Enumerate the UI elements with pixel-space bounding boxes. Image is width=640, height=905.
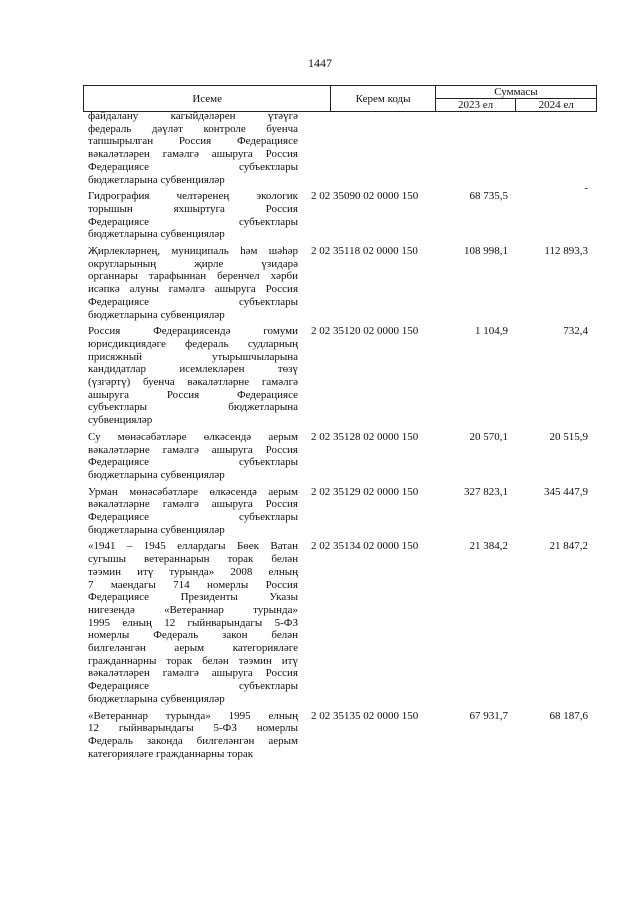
row-name-line: Федерациясе Президенты Указы [88, 591, 298, 604]
row-value-2024: 68 187,6 [549, 709, 588, 722]
row-name-line: сугышы ветераннарын торак белән [88, 553, 298, 566]
header-name-col: Исеме [84, 86, 331, 112]
row-name-line: Урман мөнәсәбәтләре өлкәсендә аерым [88, 485, 298, 498]
row-name-line: ашыруга Россия Федерациясе [88, 388, 298, 401]
row-name [88, 710, 298, 761]
row-name-line: округларының җирле үзидарә [88, 257, 298, 270]
row-name-line: Россия Федерациясендә гомуми [88, 325, 298, 338]
row-value-2023: 327 823,1 [464, 485, 508, 498]
row-name-line: Федерациясе субъектлары [88, 215, 298, 228]
row-name-line: Су мөнәсәбәтләре өлкәсендә аерым [88, 430, 298, 443]
row-name-line: Федерациясе субъектлары [88, 295, 298, 308]
row-name-line: (үзгәртү) буенча вәкаләтләрне гамәлгә [88, 376, 298, 388]
table-header [83, 85, 597, 112]
row-name-line: Федерациясе субъектлары [88, 456, 298, 469]
row-value-2024: 112 893,3 [544, 245, 588, 257]
row-name-line: вәкаләтләрне гамәлгә ашыруга Россия [88, 443, 298, 456]
row-name [88, 110, 298, 186]
row-name-line: бюджетларына субвенцияләр [88, 173, 225, 186]
row-name-line: тапшырылган Россия Федерациясе [88, 135, 298, 148]
row-name-line: бюджетларына субвенцияләр [88, 228, 225, 241]
row-name-line: вәкаләтләрне гамәлгә ашыруга Россия [88, 498, 298, 511]
row-name-line: категорияләге гражданнарны торак [88, 747, 254, 760]
row-value-2023: 108 998,1 [464, 245, 508, 257]
row-name-line: Федераль законда билгеләнгән аерым [88, 734, 298, 747]
row-name-line: исәпкә алуны гамәлгә ашыруга Россия [88, 283, 298, 296]
header-code-col: Керем коды [331, 86, 435, 112]
row-code: 2 02 35118 02 0000 150 [311, 245, 418, 257]
row-name-line: органнары тарафыннан беренчел хәрби [88, 270, 298, 283]
row-name-line: нигезендә «Ветераннар турында» [88, 603, 298, 616]
row-name-line: бюджетларына субвенцияләр [88, 468, 225, 481]
row-value-2024: 345 447,9 [544, 485, 588, 498]
row-name-line: 7 маендагы 714 номерлы Россия [88, 578, 298, 591]
row-code: 2 02 35135 02 0000 150 [311, 709, 419, 722]
row-name-line: Гидрография челтәренең экологик [88, 190, 298, 203]
row-code: 2 02 35128 02 0000 150 [311, 430, 419, 443]
row-name-line: тәэмин итү турында» 2008 елның [88, 565, 298, 578]
row-name [88, 325, 298, 427]
row-name [88, 540, 298, 705]
row-name-line: субъектлары бюджетларына [88, 401, 298, 414]
row-name-line: Федерациясе субъектлары [88, 680, 298, 693]
row-name-line: вәкаләтләрен гамәлгә ашыруга Россия [88, 148, 298, 161]
row-name [88, 245, 298, 321]
row-name-line: гражданнарны торак белән тәэмин итү [88, 654, 298, 667]
row-name-line: присяжный утырышчыларына [88, 350, 298, 363]
row-name [88, 486, 298, 537]
row-name-line: файдалану кагыйдәләрен үтәүгә [88, 110, 298, 122]
row-value-2024: 21 847,2 [549, 540, 588, 553]
row-value-2023: 1 104,9 [475, 325, 508, 338]
header-year-2023: 2023 ел [435, 99, 516, 112]
row-value-2024: 732,4 [563, 325, 588, 338]
header-year-2024: 2024 ел [516, 99, 597, 112]
row-value-2023: 67 931,7 [469, 709, 508, 722]
row-code: 2 02 35090 02 0000 150 [311, 190, 419, 203]
row-name [88, 431, 298, 482]
row-name-line: субвенцияләр [88, 414, 153, 427]
page-number: 1447 [308, 56, 332, 70]
row-name-line: бюджетларына субвенцияләр [88, 692, 225, 705]
row-name [88, 190, 298, 241]
row-name-line: Федерациясе субъектлары [88, 511, 298, 523]
row-name-line: бюджетларына субвенцияләр [88, 308, 225, 321]
row-name-line: билгеләнгән аерым категорияләге [88, 642, 298, 655]
row-name-line: бюджетларына субвенцияләр [88, 523, 225, 536]
header-sums-col: Суммасы [435, 86, 596, 99]
row-name-line: кандидатлар исемлекләрен төзү [88, 363, 298, 376]
row-name-line: вәкаләтләрен гамәлгә ашыруга Россия [88, 667, 298, 680]
row-value-2023: 20 570,1 [469, 430, 508, 443]
row-name-line: федераль дәүләт контроле буенча [88, 122, 298, 135]
row-value-2024: - [584, 182, 588, 194]
row-name-line: 12 гыйнварындагы 5-ФЗ номерлы [88, 722, 298, 735]
row-name-line: «1941 – 1945 еллардагы Бөек Ватан [88, 540, 298, 553]
row-name-line: «Ветераннар турында» 1995 елның [88, 709, 298, 722]
row-name-line: торышын яхшыртуга Россия [88, 202, 298, 215]
row-value-2023: 21 384,2 [469, 540, 508, 553]
row-name-line: Җирлекләрнең, муниципаль һәм шәһәр [88, 245, 298, 257]
row-value-2024: 20 515,9 [549, 430, 588, 443]
row-name-line: 1995 елның 12 гыйнварындагы 5-ФЗ [88, 616, 298, 629]
row-code: 2 02 35120 02 0000 150 [311, 325, 419, 338]
row-value-2023: 68 735,5 [469, 190, 508, 203]
row-name-line: номерлы Федераль закон белән [88, 629, 298, 642]
row-name-line: Федерациясе субъектлары [88, 160, 298, 173]
row-code: 2 02 35129 02 0000 150 [311, 485, 419, 498]
row-code: 2 02 35134 02 0000 150 [311, 540, 419, 553]
row-name-line: юрисдикциядәге федераль судларның [88, 337, 298, 350]
